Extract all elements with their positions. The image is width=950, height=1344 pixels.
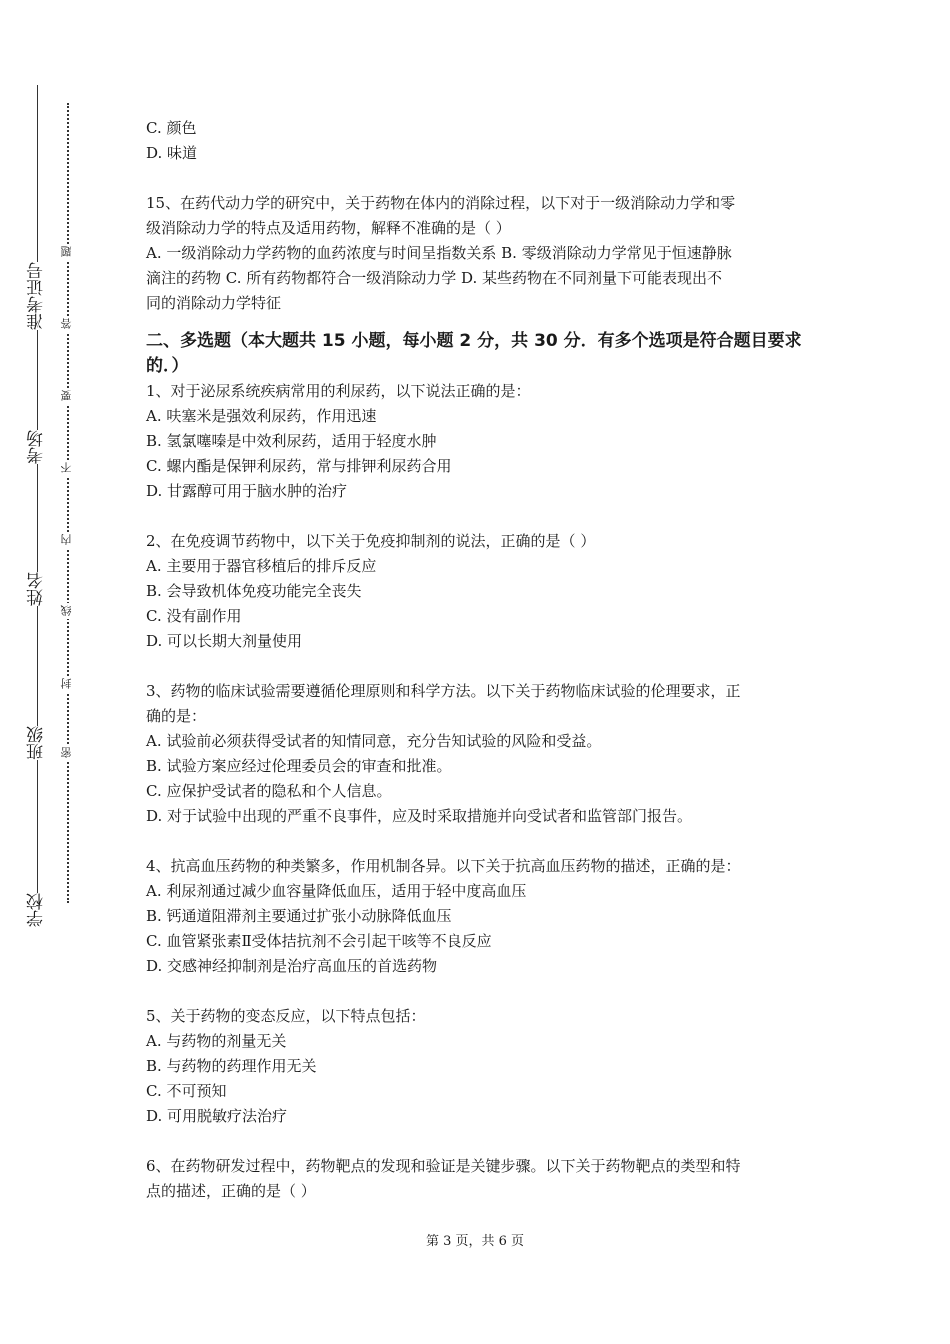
binding-solid-line (37, 85, 38, 925)
option-line: C. 螺内酯是保钾利尿药，常与排钾利尿药合用 (146, 457, 452, 475)
question-stem: 2、在免疫调节药物中，以下关于免疫抑制剂的说法，正确的是（ ） (146, 532, 596, 550)
option-line: D. 对于试验中出现的严重不良事件，应及时采取措施并向受试者和监管部门报告。 (146, 807, 693, 825)
question-stem: 4、抗高血压药物的种类繁多，作用机制各异。以下关于抗高血压药物的描述，正确的是： (146, 857, 741, 875)
field-school: 学校 (22, 893, 52, 927)
option-line: A. 利尿剂通过减少血容量降低血压，适用于轻中度高血压 (146, 882, 527, 900)
option-line: C. 不可预知 (146, 1082, 227, 1100)
field-admission-number: 准考证号 (22, 262, 52, 330)
option-line: B. 试验方案应经过伦理委员会的审查和批准。 (146, 757, 452, 775)
field-class: 班级 (22, 726, 52, 760)
section-title: 二、多选题（本大题共 15 小题，每小题 2 分，共 30 分．有多个选项是符合题目要求的．） (146, 331, 802, 376)
option-line: A. 与药物的剂量无关 (146, 1032, 287, 1050)
question-stem: 确的是： (146, 707, 207, 725)
option-line: B. 与药物的药理作用无关 (146, 1057, 317, 1075)
question-stem: 3、药物的临床试验需要遵循伦理原则和科学方法。以下关于药物临床试验的伦理要求，正 (146, 682, 741, 700)
seal-char: 密 (59, 745, 77, 761)
option-line: B. 钙通道阻滞剂主要通过扩张小动脉降低血压 (146, 907, 452, 925)
question-5 (146, 1004, 811, 1129)
question-2 (146, 529, 811, 654)
option-line: D. 可以长期大剂量使用 (146, 632, 303, 650)
option-line: D. 甘露醇可用于脑水肿的治疗 (146, 482, 348, 500)
field-exam-room: 考场 (22, 430, 52, 464)
question-stem: 1、对于泌尿系统疾病常用的利尿药，以下说法正确的是： (146, 382, 531, 400)
field-name: 姓名 (22, 572, 52, 606)
question-3 (146, 679, 811, 829)
option-line: B. 氢氯噻嗪是中效利尿药，适用于轻度水肿 (146, 432, 437, 450)
question-stem: 点的描述，正确的是（ ） (146, 1182, 316, 1200)
question-1 (146, 379, 811, 504)
question-4 (146, 854, 811, 979)
option-line: C. 应保护受试者的隐私和个人信息。 (146, 782, 392, 800)
page-number: 第 3 页，共 6 页 (425, 1234, 525, 1249)
option-line: A. 一级消除动力学药物的血药浓度与时间呈指数关系 B. 零级消除动力学常见于恒速静脉 (146, 244, 732, 262)
option-line: D. 可用脱敏疗法治疗 (146, 1107, 288, 1125)
seal-char: 题 (59, 244, 77, 260)
option-line: 同的消除动力学特征 (146, 294, 282, 312)
seal-char: 不 (59, 460, 77, 476)
option-line: D. 交感神经抑制剂是治疗高血压的首选药物 (146, 957, 438, 975)
question-stem: 15、在药代动力学的研究中，关于药物在体内的消除过程，以下对于一级消除动力学和零 (146, 194, 736, 212)
option-line: C. 没有副作用 (146, 607, 242, 625)
exam-content (146, 116, 811, 1204)
option-line: B. 会导致机体免疫功能完全丧失 (146, 582, 362, 600)
question-stem: 5、关于药物的变态反应，以下特点包括： (146, 1007, 426, 1025)
seal-char: 封 (59, 676, 77, 692)
seal-char: 内 (59, 532, 77, 548)
question-stem: 级消除动力学的特点及适用药物，解释不准确的是（ ） (146, 219, 511, 237)
option-line: A. 主要用于器官移植后的排斥反应 (146, 557, 377, 575)
seal-char: 答 (59, 316, 77, 332)
binding-margin (0, 0, 90, 1344)
option-line: A. 试验前必须获得受试者的知情同意，充分告知试验的风险和受益。 (146, 732, 602, 750)
question-15 (146, 191, 811, 316)
option-line: C. 血管紧张素Ⅱ受体拮抗剂不会引起干咳等不良反应 (146, 932, 492, 950)
option-line: A. 呋塞米是强效利尿药，作用迅速 (146, 407, 377, 425)
seal-char: 要 (59, 388, 77, 404)
option-line: 滴注的药物 C. 所有药物都符合一级消除动力学 D. 某些药物在不同剂量下可能表现出不 (146, 269, 723, 287)
question-stem: 6、在药物研发过程中，药物靶点的发现和验证是关键步骤。以下关于药物靶点的类型和特 (146, 1157, 741, 1175)
question-6 (146, 1154, 811, 1204)
option-line: C. 颜色 (146, 119, 197, 137)
seal-dotted-line (67, 103, 69, 903)
option-line: D. 味道 (146, 144, 198, 162)
seal-char: 线 (59, 603, 77, 619)
